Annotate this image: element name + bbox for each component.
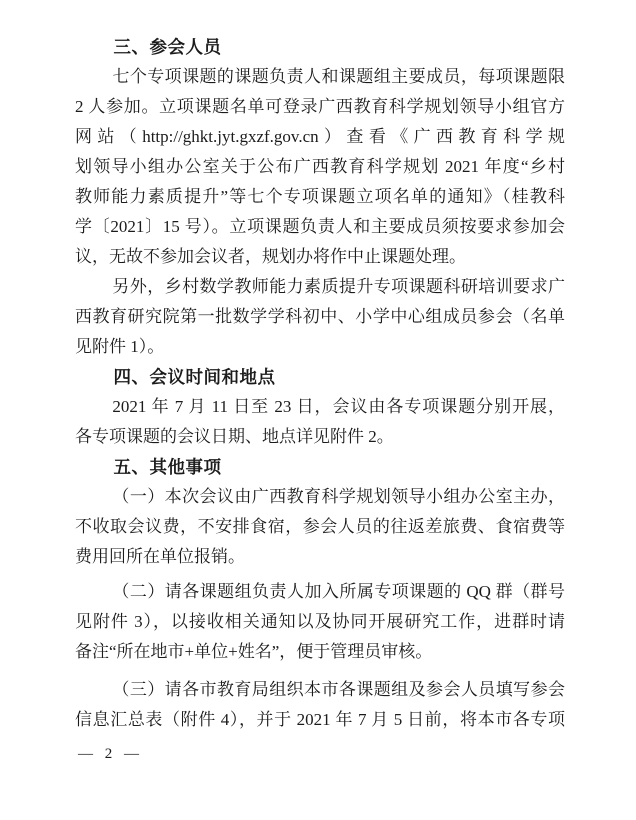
section-heading-time-location: 四、会议时间和地点 [113, 367, 276, 387]
text-line: 2021 年 7 月 11 日至 23 日，会议由各专项课题分别开展， [112, 397, 565, 416]
text-line: 2 人参加。立项课题名单可登录广西教育科学规划领导小组官方 [75, 97, 565, 116]
section-heading-other-matters: 五、其他事项 [113, 457, 222, 477]
text-line: 信息汇总表（附件 4），并于 2021 年 7 月 5 日前，将本市各专项 [75, 710, 565, 729]
text-line: 西教育研究院第一批数学学科初中、小学中心组成员参会（名单 [75, 307, 565, 326]
text-line: 七个专项课题的课题负责人和课题组主要成员，每项课题限 [112, 67, 565, 86]
text-line: 学〔2021〕15 号）。立项课题负责人和主要成员须按要求参加会 [75, 217, 565, 236]
text-line: 教师能力素质提升”等七个专项课题立项名单的通知》（桂教科 [75, 187, 565, 206]
text-line: 不收取会议费，不安排食宿，参会人员的往返差旅费、食宿费等 [75, 517, 565, 536]
text-line: （三）请各市教育局组织本市各课题组及参会人员填写参会 [112, 680, 565, 699]
text-line: （一）本次会议由广西教育科学规划领导小组办公室主办， [112, 487, 565, 506]
text-line: 见附件 1）。 [75, 337, 165, 356]
section-heading-participants: 三、参会人员 [113, 37, 222, 57]
text-line-with-url: 网站（http://ghkt.jyt.gxzf.gov.cn）查看《广西教育科学规 [75, 127, 565, 146]
text-line: 另外，乡村数学教师能力素质提升专项课题科研培训要求广 [112, 277, 565, 296]
text-line: （二）请各课题组负责人加入所属专项课题的 QQ 群（群号 [112, 582, 565, 601]
text-line: 各专项课题的会议日期、地点详见附件 2。 [75, 427, 394, 446]
text-line: 划领导小组办公室关于公布广西教育科学规划 2021 年度“乡村 [75, 157, 565, 176]
text-line: 备注“所在地市+单位+姓名”，便于管理员审核。 [75, 642, 433, 661]
text-line: 议，无故不参加会议者，规划办将作中止课题处理。 [75, 247, 466, 266]
text-line: 费用回所在单位报销。 [75, 547, 245, 566]
document-body [75, 32, 565, 735]
text-line: 见附件 3），以接收相关通知以及协同开展研究工作，进群时请 [75, 612, 565, 631]
page-number: — 2 — [78, 746, 141, 762]
